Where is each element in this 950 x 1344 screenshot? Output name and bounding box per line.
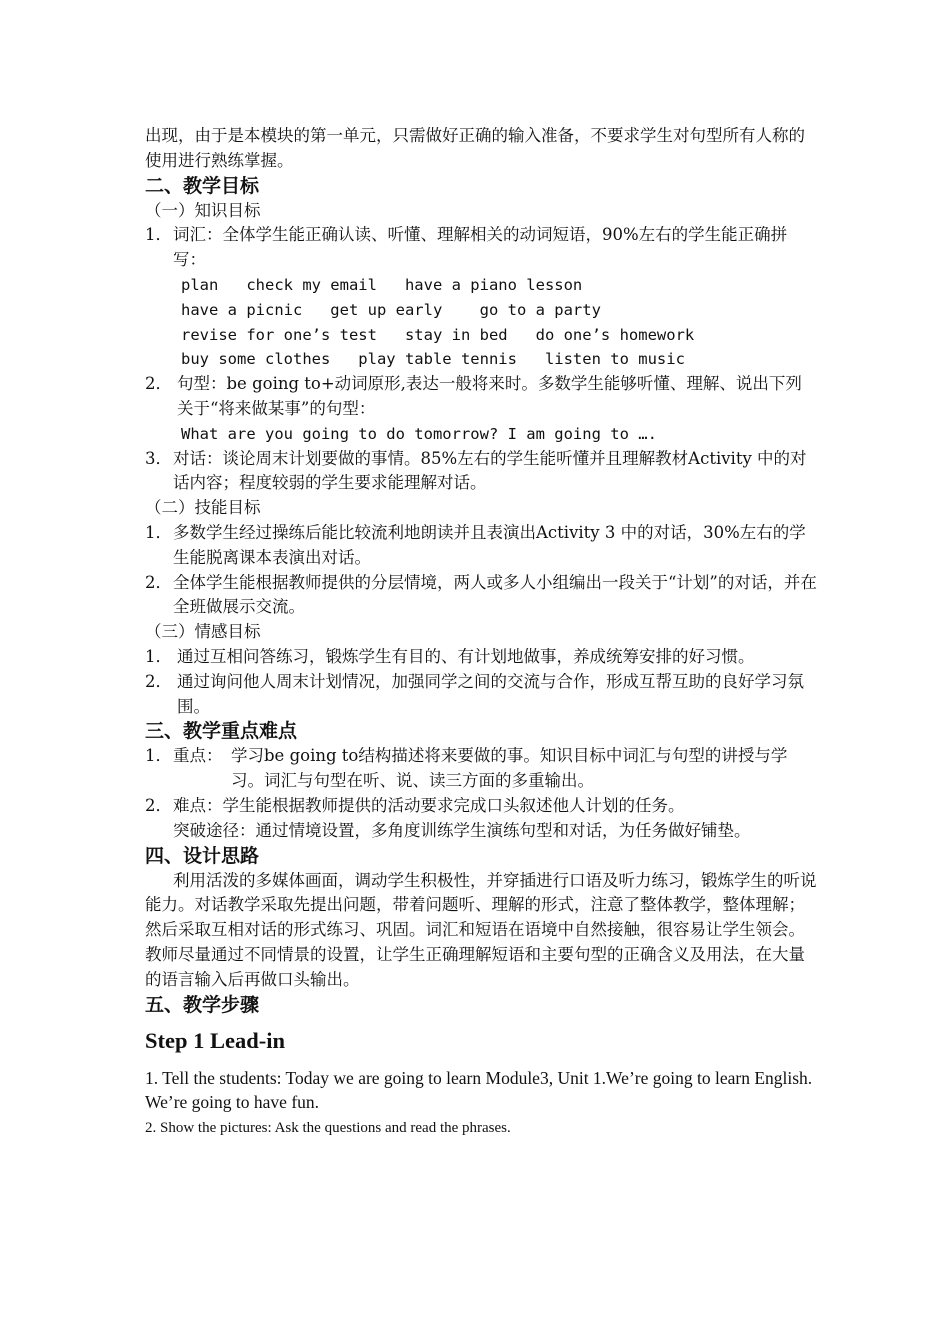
design-idea-paragraph: 利用活泼的多媒体画面，调动学生积极性，并穿插进行口语及听力练习，锻炼学生的听说能力。对话教学采取先提出问题，带着问题听、理解的形式，注意了整体教学，整体理解；然后采取互相对话的形式练习、巩固。词汇和短语在语境中自然接触，很容易让学生领会。教师尽量通过不同情景的设置，让学生正确理解短语和主要句型的正确含义及用法，在大量的语言输入后再做口头输出。 (145, 870, 817, 989)
intro-paragraph: 出现，由于是本模块的第一单元，只需做好正确的输入准备，不要求学生对句型所有人称的使用进行熟练掌握。 (145, 126, 805, 170)
key-point-label: 重点： (173, 746, 223, 766)
skill-objectives-heading: （二）技能目标 (145, 498, 261, 518)
item-number: 1． (145, 225, 172, 245)
document-content (145, 124, 817, 1139)
key-point-row (173, 744, 817, 794)
knowledge-item-sentence-pattern (145, 372, 817, 422)
skill-item-1 (145, 521, 817, 571)
item-number: 2． (145, 572, 172, 592)
emotion-item-2 (145, 670, 817, 720)
item-text: 句型：be going to+动词原形,表达一般将来时。多数学生能够听懂、理解、说出下列关于“将来做某事”的句型： (177, 374, 802, 418)
section-teaching-steps-heading: 五、教学步骤 (145, 993, 260, 1016)
difficult-point-text: 学生能根据教师提供的活动要求完成口头叙述他人计划的任务。 (222, 795, 685, 815)
key-point-text: 学习be going to结构描述将来要做的事。知识目标中词汇与句型的讲授与学习。词汇与句型在听、说、读三方面的多重输出。 (231, 746, 788, 791)
breakthrough-paragraph: 突破途径：通过情境设置，多角度训练学生演练句型和对话，为任务做好铺垫。 (173, 820, 751, 840)
section-teaching-objectives-heading: 二、教学目标 (145, 174, 260, 197)
section-key-difficult-points-heading: 三、教学重点难点 (145, 720, 298, 743)
item-text: 对话：谈论周末计划要做的事情。85%左右的学生能听懂并且理解教材Activity 中的对话内容；程度较弱的学生要求能理解对话。 (173, 448, 807, 493)
difficult-point-item (145, 794, 817, 819)
item-text: 多数学生经过操练后能比较流利地朗读并且表演出Activity 3 中的对话，30%左右的学生能脱离课本表演出对话。 (173, 522, 806, 567)
emotion-objectives-heading: （三）情感目标 (145, 622, 261, 642)
item-text: 词汇：全体学生能正确认读、听懂、理解相关的动词短语，90%左右的学生能正确拼写： (173, 225, 788, 270)
item-number: 2． (145, 374, 172, 394)
section-design-idea-heading: 四、设计思路 (145, 844, 260, 867)
difficult-point-content (173, 794, 817, 819)
sentence-pattern-example: What are you going to do tomorrow? I am going to …. (181, 424, 657, 443)
item-number: 1． (145, 646, 172, 666)
item-number: 1． (145, 746, 172, 766)
phrase-line-2: have a picnic get up early go to a party (181, 300, 601, 319)
item-text: 全体学生能根据教师提供的分层情境，两人或多人小组编出一段关于“计划”的对话，并在全班做展示交流。 (173, 572, 817, 617)
phrase-line-4: buy some clothes play table tennis listen to music (181, 350, 685, 369)
step-1-paragraph-2: 2. Show the pictures: Ask the questions and read the phrases. (145, 1119, 511, 1136)
item-text: 通过询问他人周末计划情况，加强同学之间的交流与合作，形成互帮互助的良好学习氛围。 (177, 671, 804, 716)
phrase-line-1: plan check my email have a piano lesson (181, 275, 583, 294)
item-number: 3． (145, 448, 172, 468)
skill-item-2 (145, 571, 817, 621)
item-text: 通过互相问答练习，锻炼学生有目的、有计划地做事，养成统筹安排的好习惯。 (177, 646, 755, 666)
key-point-content (173, 744, 817, 794)
step-1-paragraph-1: 1. Tell the students: Today we are going to learn Module3, Unit 1.We’re going to learn English. We’re going to have fun. (145, 1067, 813, 1112)
key-point-item (145, 744, 817, 794)
item-number: 2． (145, 671, 172, 691)
phrase-line-3: revise for one’s test stay in bed do one’s homework (181, 325, 695, 344)
step-1-title: Step 1 Lead-in (145, 1027, 286, 1053)
knowledge-item-vocabulary (145, 223, 817, 273)
item-number: 1． (145, 522, 172, 542)
knowledge-objectives-heading: （一）知识目标 (145, 200, 261, 220)
emotion-item-1 (145, 645, 817, 670)
item-number: 2． (145, 795, 172, 815)
difficult-point-label: 难点： (173, 795, 223, 815)
knowledge-item-dialogue (145, 447, 817, 497)
